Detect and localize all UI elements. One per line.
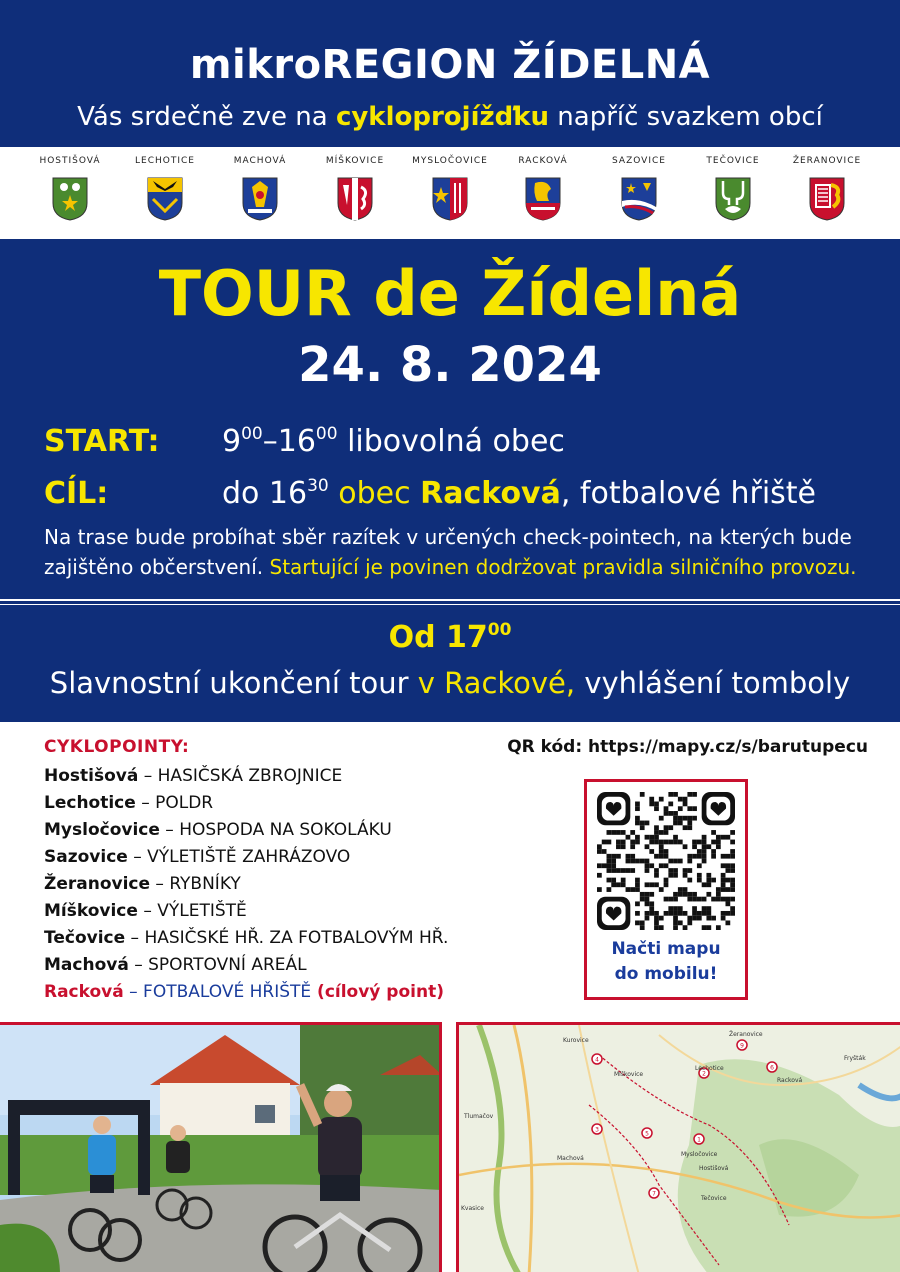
finish-label: CÍL:	[44, 476, 109, 511]
cyklopoint-item	[44, 871, 524, 898]
qr-code-box[interactable]	[584, 779, 748, 1000]
invitation-post: napříč svazkem obcí	[549, 102, 823, 132]
hostisova-coat-of-arms-icon	[52, 177, 88, 221]
crest-name: LECHOTICE	[135, 156, 195, 166]
start-label: START:	[44, 424, 160, 459]
cyklopoint-item	[44, 898, 524, 925]
map-place-label: Machová	[557, 1155, 584, 1162]
header-banner	[0, 0, 900, 147]
cyclists-illustration	[0, 1025, 442, 1272]
svg-text:7: 7	[652, 1190, 656, 1198]
map-checkpoint-marker[interactable]	[642, 1128, 652, 1138]
svg-text:9: 9	[740, 1042, 744, 1050]
cyclists-photo	[0, 1022, 442, 1272]
cyklopoint-village: Míškovice	[44, 901, 138, 921]
event-date: 24. 8. 2024	[298, 337, 602, 393]
zeranovice-coat-of-arms-icon	[809, 177, 845, 221]
crest-name: MACHOVÁ	[233, 156, 287, 166]
cyklopoint-place: – VÝLETIŠTĚ	[137, 901, 247, 921]
map-place-label: Hostišová	[699, 1165, 729, 1172]
machova-coat-of-arms-icon	[242, 177, 278, 221]
cyklopoint-place: – HOSPODA NA SOKOLÁKU	[159, 820, 392, 840]
svg-text:2: 2	[702, 1070, 706, 1078]
cyklopoint-village: Sazovice	[44, 847, 128, 867]
closing-panel	[0, 608, 900, 722]
cyklopointy-list	[44, 737, 524, 1006]
cyklopoint-village: Hostišová	[44, 766, 139, 786]
cyklopoint-item	[44, 790, 524, 817]
map-checkpoint-marker[interactable]	[649, 1188, 659, 1198]
myslocovice-coat-of-arms-icon	[432, 177, 468, 221]
crest-name: ŽERANOVICE	[792, 156, 862, 166]
cyklopoint-place: – SPORTOVNÍ AREÁL	[128, 955, 307, 975]
invitation-line	[0, 102, 900, 132]
cyklopoint-place: – HASIČSKÉ HŘ. ZA FOTBALOVÝM HŘ.	[125, 928, 449, 948]
map-checkpoint-marker[interactable]	[592, 1054, 602, 1064]
svg-text:3: 3	[595, 1126, 599, 1134]
divider	[0, 596, 900, 608]
cyklopoint-place: – RYBNÍKY	[150, 874, 241, 894]
closing-description: Slavnostní ukončení tour v Rackové, vyhlášení tomboly	[49, 666, 851, 700]
event-title: TOUR de Žídelná	[158, 257, 742, 330]
route-map-illustration	[459, 1025, 900, 1272]
region-title: mikroREGION ŽÍDELNÁ	[189, 42, 711, 88]
invitation-pre: Vás srdečně zve na	[77, 102, 336, 132]
tecovice-coat-of-arms-icon	[715, 177, 751, 221]
map-place-label: Mysločovice	[681, 1151, 718, 1158]
sazovice-coat-of-arms-icon	[621, 177, 657, 221]
qr-code-icon	[597, 792, 735, 930]
event-panel	[0, 239, 900, 596]
crest-miskovice	[310, 155, 400, 221]
crest-name: MYSLOČOVICE	[412, 156, 488, 166]
map-checkpoint-marker[interactable]	[694, 1134, 704, 1144]
svg-text:1: 1	[697, 1136, 701, 1144]
crest-name: RACKOVÁ	[518, 156, 568, 166]
finish-time: do $16^{30}$ obec Racková, fotbalové hřiště	[222, 476, 817, 511]
crest-name: HOSTIŠOVÁ	[39, 156, 101, 166]
crest-name: SAZOVICE	[612, 156, 666, 166]
route-note: Na trase bude probíhat sběr razítek v určených check-pointech, na kterých bude zajištěno občerstvení. Startující je povinen dodržovat pravidla silničního provozu.	[44, 525, 857, 579]
miskovice-coat-of-arms-icon	[337, 177, 373, 221]
map-place-label: Racková	[777, 1077, 803, 1084]
map-place-label: Fryšták	[844, 1055, 866, 1062]
map-place-label: Žeranovice	[729, 1031, 763, 1038]
start-time: $9^{00}-16^{00}$ libovolná obec	[222, 424, 565, 459]
cyklopoint-item	[44, 817, 524, 844]
svg-text:4: 4	[595, 1056, 599, 1064]
crest-rackova	[498, 155, 588, 221]
map-place-label: Míškovice	[614, 1071, 644, 1078]
svg-text:5: 5	[645, 1130, 649, 1138]
qr-link-label[interactable]: QR kód: https://mapy.cz/s/barutupecu	[507, 737, 868, 757]
cyklopoint-village: Žeranovice	[44, 874, 151, 894]
cyklopoint-village: Lechotice	[44, 793, 136, 813]
map-place-label: Kurovice	[563, 1037, 589, 1044]
crest-name: TEČOVICE	[706, 156, 760, 166]
route-map[interactable]	[456, 1022, 900, 1272]
cyklopointy-heading: CYKLOPOINTY:	[44, 737, 190, 757]
crests-row	[0, 147, 900, 239]
map-place-label: Lechotice	[695, 1065, 724, 1072]
crest-zeranovice	[782, 155, 872, 221]
map-place-label: Tečovice	[701, 1195, 727, 1202]
map-place-label: Kvasice	[461, 1205, 484, 1212]
crest-tecovice	[688, 155, 778, 221]
cyklopoint-village: Machová	[44, 955, 129, 975]
cyklopoint-item	[44, 763, 524, 790]
crest-machova	[215, 155, 305, 221]
cyklopoint-place: – POLDR	[135, 793, 214, 813]
crest-sazovice	[594, 155, 684, 221]
traffic-rule-note: Startující je povinen dodržovat pravidla silničního provozu.	[269, 555, 857, 579]
crest-hostisova	[25, 155, 115, 221]
rackova-coat-of-arms-icon	[525, 177, 561, 221]
cyklopoint-item	[44, 925, 524, 952]
cyklopoint-place: – HASIČSKÁ ZBROJNICE	[138, 766, 343, 786]
lechotice-coat-of-arms-icon	[147, 177, 183, 221]
cyklopoint-village: Tečovice	[44, 928, 126, 948]
cyklopoint-item	[44, 844, 524, 871]
invitation-highlight: cykloprojížďku	[335, 102, 550, 132]
cyklopoint-village: Mysločovice	[44, 820, 160, 840]
crest-name: MÍŠKOVICE	[325, 156, 385, 166]
map-checkpoint-marker[interactable]	[767, 1062, 777, 1072]
closing-time: Od $17^{00}$	[388, 620, 512, 655]
cyklopoint-place: – VÝLETIŠTĚ ZAHRÁZOVO	[127, 847, 351, 867]
cyklopoint-item	[44, 952, 524, 979]
svg-text:6: 6	[770, 1064, 774, 1072]
map-checkpoint-marker[interactable]	[592, 1124, 602, 1134]
map-checkpoint-marker[interactable]	[737, 1040, 747, 1050]
qr-caption: Načti mapu do mobilu!	[611, 939, 721, 984]
crest-myslocovice	[405, 155, 495, 221]
cyklopoint-final: Racková – FOTBALOVÉ HŘIŠTĚ (cílový point)	[44, 982, 444, 1002]
crest-lechotice	[120, 155, 210, 221]
map-place-label: Tlumačov	[464, 1113, 494, 1120]
